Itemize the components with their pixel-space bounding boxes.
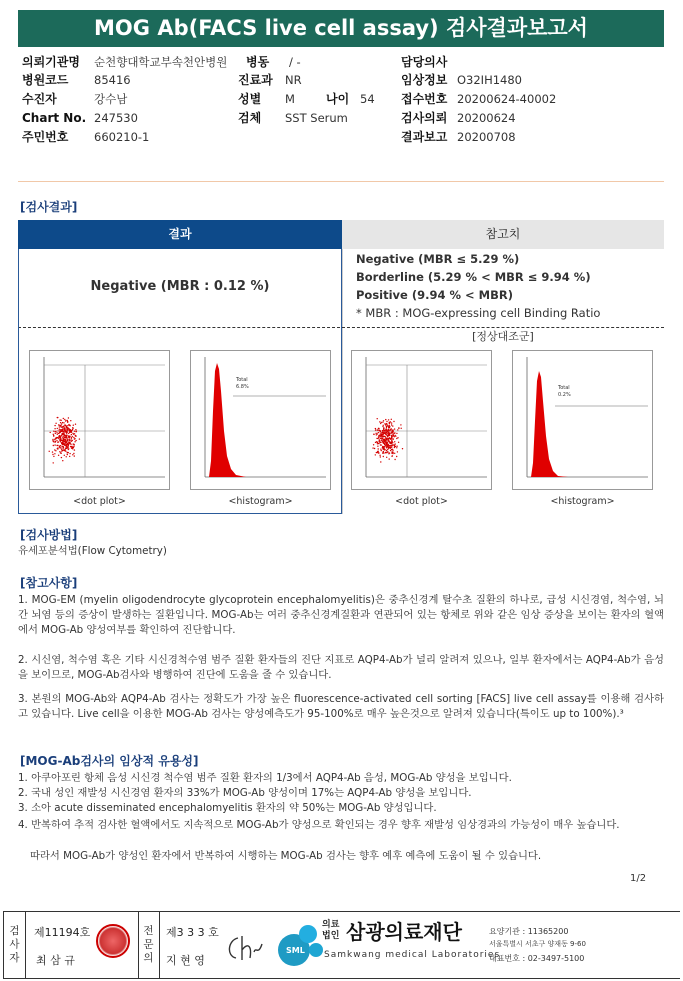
- ref-negative: Negative (MBR ≤ 5.29 %): [356, 252, 520, 266]
- sex-label: 성별: [238, 92, 262, 106]
- dept-value: NR: [285, 73, 302, 87]
- age-label: 나이: [326, 92, 350, 106]
- patient-histogram: [190, 350, 331, 490]
- ref-header: 참고치: [342, 220, 664, 249]
- rrn-value: 660210-1: [94, 130, 150, 144]
- chart-value: 247530: [94, 111, 138, 125]
- report-title: MOG Ab(FACS live cell assay) 검사결과보고서: [18, 10, 664, 47]
- specialist-label: 전문의: [138, 912, 160, 978]
- clinical-label: 임상정보: [401, 73, 448, 87]
- note-2: 2. 시신염, 척수염 혹은 기타 시신경척수염 범주 질환 환자들의 진단 지표로 AQP4-Ab가 널리 알려져 있으나, 일부 환자에서는 AQP4-Ab가 음성을 보이므로, MOG-Ab검사와 병행하여 진단에 도움을 줄 수 있습니다.: [18, 654, 664, 681]
- utility-4: 4. 반복하여 추적 검사한 혈액에서도 지속적으로 MOG-Ab가 양성으로 확인되는 경우 향후 재발성 임상경과의 가능성이 매우 높습니다.: [18, 819, 620, 831]
- request-label: 검사의뢰: [401, 111, 448, 125]
- patient-info: [0, 54, 683, 154]
- patient-histogram-svg: [191, 351, 330, 489]
- institution-value: 순천향대학교부속천안병원: [94, 55, 228, 69]
- patient-hist-label: <histogram>: [228, 496, 293, 507]
- divider: [18, 181, 664, 182]
- chart-label: Chart No.: [22, 111, 87, 125]
- ward-label: 병동: [246, 55, 270, 69]
- patient-hist-total: Total: [236, 377, 248, 383]
- page-number: 1/2: [630, 873, 647, 884]
- specimen-value: SST Serum: [285, 111, 348, 125]
- org-phone: 대표번호 : 02-3497-5100: [489, 954, 585, 963]
- ref-note: * MBR : MOG-expressing cell Binding Ratio: [356, 306, 601, 320]
- result-value: Negative (MBR : 0.12 %): [90, 279, 270, 294]
- utility-section-title: [MOG-Ab검사의 임상적 유용성]: [20, 754, 199, 768]
- control-dot-cluster: [372, 418, 403, 463]
- control-hist-value: 0.2%: [558, 392, 571, 398]
- hospcode-label: 병원코드: [22, 73, 69, 87]
- control-dot-label: <dot plot>: [395, 496, 448, 507]
- control-dot-plot: [351, 350, 492, 490]
- control-hist-total: Total: [558, 385, 570, 391]
- ward-value: / -: [289, 55, 301, 69]
- sex-value: M: [285, 92, 295, 106]
- column-divider: [342, 249, 343, 514]
- method-section-title: [검사방법]: [20, 528, 78, 542]
- tester-no: 제11194호: [34, 926, 91, 939]
- utility-3: 3. 소아 acute disseminated encephalomyelitis 환자의 약 50%는 MOG-Ab 양성입니다.: [18, 802, 437, 814]
- patient-value: 강수남: [94, 92, 128, 106]
- sml-logo: [276, 920, 326, 970]
- tester-label: 검사자: [4, 912, 26, 978]
- notes-section-title: [참고사항]: [20, 576, 78, 590]
- dept-label: 진료과: [238, 73, 273, 87]
- patient-hist-value: 6.8%: [236, 384, 249, 390]
- utility-5: 따라서 MOG-Ab가 양성인 환자에서 반복하여 시행하는 MOG-Ab 검사는 향후 예후 예측에 도움이 될 수 있습니다.: [30, 850, 542, 862]
- tester-name: 최 삼 규: [36, 954, 75, 967]
- patient-dot-plot: [29, 350, 170, 490]
- clinical-value: O32IH1480: [457, 73, 522, 87]
- tester-seal: [96, 924, 130, 958]
- hospcode-value: 85416: [94, 73, 131, 87]
- control-label: [정상대조군]: [472, 330, 534, 343]
- utility-1: 1. 아쿠아포린 항체 음성 시신경 척수염 범주 질환 환자의 1/3에서 AQP4-Ab 음성, MOG-Ab 양성을 보입니다.: [18, 772, 512, 784]
- rrn-label: 주민번호: [22, 130, 69, 144]
- org-code: 요양기관 : 11365200: [489, 927, 569, 936]
- utility-2: 2. 국내 성인 재발성 시신경염 환자의 33%가 MOG-Ab 양성이며 17%는 AQP4-Ab 양성을 보입니다.: [18, 787, 472, 799]
- result-section-title: [검사결과]: [20, 200, 78, 214]
- org-prefix: 의료법인: [322, 920, 340, 941]
- patient-dot-plot-svg: [30, 351, 169, 489]
- control-histogram-svg: [513, 351, 652, 489]
- control-dot-plot-svg: [352, 351, 491, 489]
- control-histogram: [512, 350, 653, 490]
- result-table: [18, 220, 664, 514]
- org-address: 서울특별시 서초구 양재동 9-60: [489, 940, 586, 948]
- doctor-label: 담당의사: [401, 55, 448, 69]
- note-3: 3. 본원의 MOG-Ab와 AQP4-Ab 검사는 정확도가 가장 높은 fluorescence-activated cell sorting [FACS] live cell assay를 이용해 검사하고 있습니다. Live cell을 이용한 MOG-Ab 검사는 양성예측도가 95-100%로 매우 높은것으로 알려져 있습니다(특이도 up to 100%).³: [18, 693, 664, 720]
- org-english: Samkwang medical Laboratories: [324, 950, 501, 960]
- result-header: 결과: [18, 220, 342, 249]
- patient-label: 수진자: [22, 92, 57, 106]
- ref-positive: Positive (9.94 % < MBR): [356, 288, 513, 302]
- report-date-value: 20200708: [457, 130, 516, 144]
- report-date-label: 결과보고: [401, 130, 448, 144]
- specialist-signature: [224, 932, 264, 964]
- ref-borderline: Borderline (5.29 % < MBR ≤ 9.94 %): [356, 270, 591, 284]
- control-hist-label: <histogram>: [550, 496, 615, 507]
- sml-logo-icon: [276, 920, 326, 970]
- note-1: 1. MOG-EM (myelin oligodendrocyte glycoprotein encephalomyelitis)은 중추신경계 탈수초 질환의 하나로, 급성 시신경염, 척수염, 뇌간 뇌염 등의 증상이 발생하는 질환입니다. MOG-Ab는 여러 중추신경계질환과 연관되어 있는 항체로 위와 같은 임상 증상을 보이는 환자의 혈액에서 MOG-Ab 양성여부를 확인하여 진단합니다.: [18, 594, 664, 636]
- age-value: 54: [360, 92, 375, 106]
- receipt-value: 20200624-40002: [457, 92, 557, 106]
- patient-dot-label: <dot plot>: [73, 496, 126, 507]
- request-value: 20200624: [457, 111, 516, 125]
- patient-dot-cluster: [49, 417, 81, 464]
- specialist-no: 제3 3 3 호: [166, 926, 219, 939]
- sml-logo-text: SML: [286, 946, 305, 955]
- method-text: 유세포분석법(Flow Cytometry): [18, 545, 167, 557]
- footer: [3, 911, 680, 979]
- specimen-label: 검체: [238, 111, 262, 125]
- specialist-name: 지 현 영: [166, 954, 205, 967]
- institution-label: 의뢰기관명: [22, 55, 80, 69]
- receipt-label: 접수번호: [401, 92, 448, 106]
- org-name: 삼광의료재단: [346, 920, 462, 944]
